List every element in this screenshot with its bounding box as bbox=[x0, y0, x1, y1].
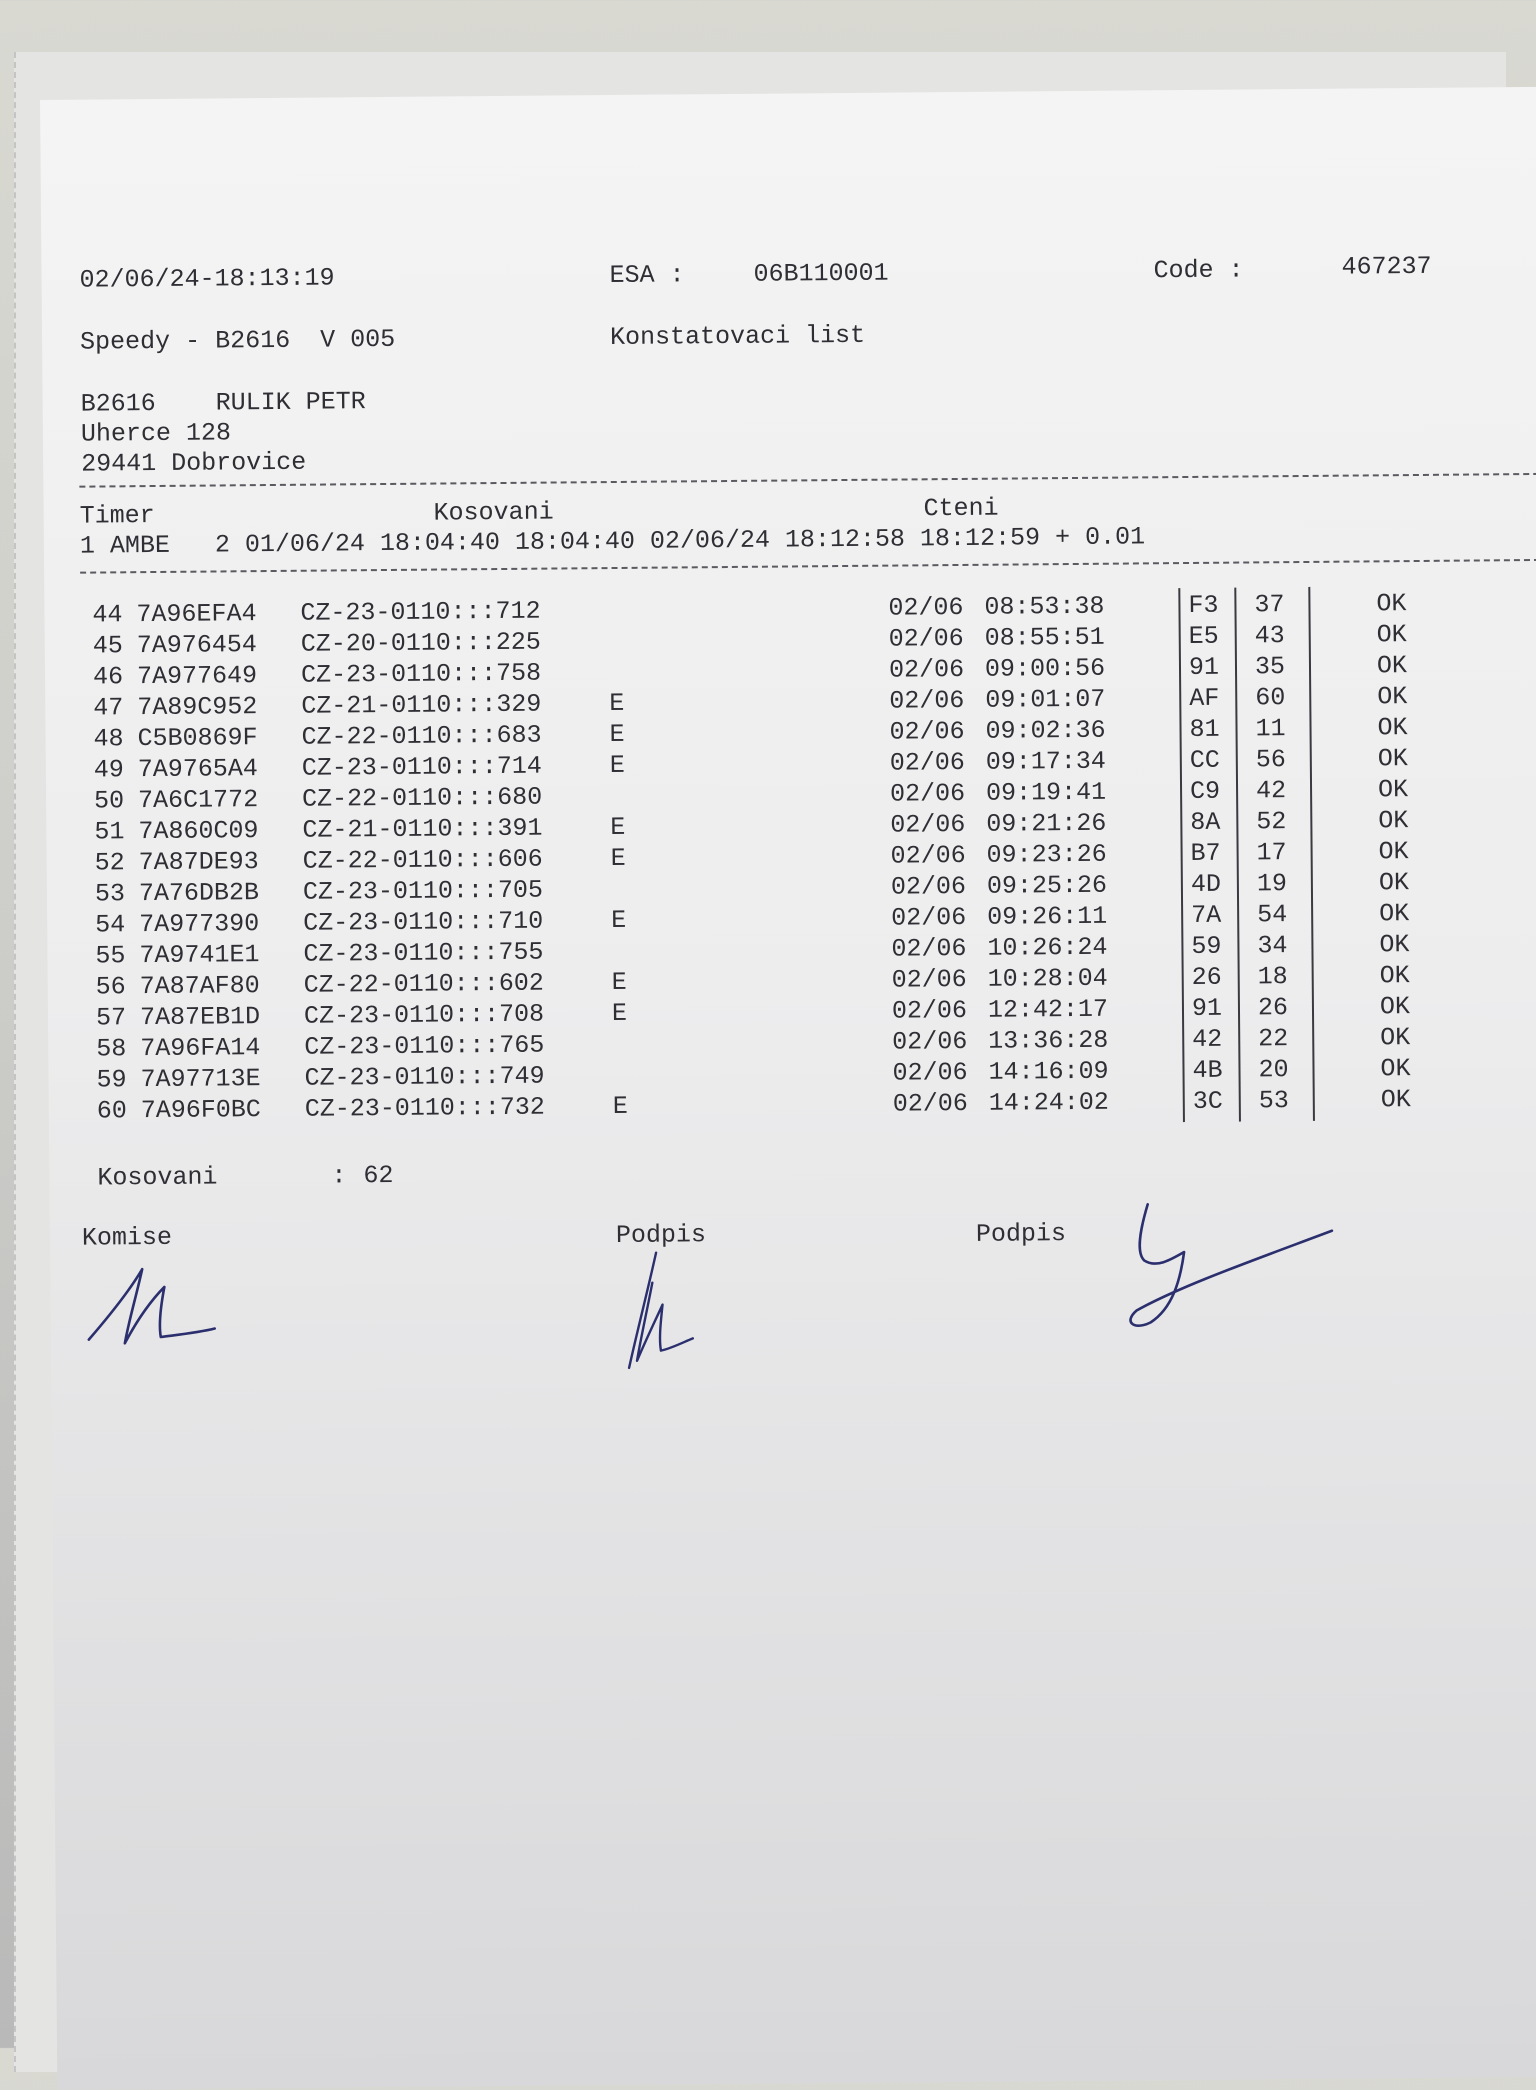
row-number: 47 bbox=[93, 693, 124, 723]
row-value: 42 bbox=[1255, 776, 1287, 806]
row-chip-id: 7A97713E bbox=[140, 1064, 261, 1095]
row-ring-number: CZ-22-0110:::602 bbox=[303, 968, 544, 1000]
row-value: 52 bbox=[1256, 807, 1287, 837]
row-value: 19 bbox=[1256, 869, 1288, 899]
row-hex: 81 bbox=[1189, 714, 1220, 744]
dashed-separator-bottom bbox=[80, 559, 1536, 574]
row-status: OK bbox=[1376, 589, 1407, 619]
row-hex: F3 bbox=[1188, 590, 1219, 620]
row-time: 14:16:09 bbox=[988, 1056, 1109, 1087]
row-hex: CC bbox=[1189, 745, 1220, 775]
row-number: 49 bbox=[93, 755, 124, 785]
row-value: 26 bbox=[1257, 993, 1289, 1023]
row-flag: E bbox=[612, 1091, 628, 1122]
row-time: 09:00:56 bbox=[984, 653, 1106, 684]
row-date: 02/06 bbox=[891, 964, 967, 995]
row-time: 10:28:04 bbox=[987, 963, 1108, 994]
row-number: 53 bbox=[94, 879, 126, 909]
row-hex: 4D bbox=[1190, 869, 1222, 899]
row-chip-id: 7A87EB1D bbox=[139, 1002, 261, 1033]
row-ring-number: CZ-23-0110:::758 bbox=[300, 658, 542, 690]
owner-name-line: B2616 RULIK PETR bbox=[80, 387, 366, 419]
row-status: OK bbox=[1378, 806, 1409, 836]
podpis-label-2: Podpis bbox=[975, 1219, 1067, 1249]
row-number: 60 bbox=[96, 1096, 127, 1126]
komise-signature bbox=[80, 1258, 231, 1359]
row-status: OK bbox=[1380, 1085, 1411, 1115]
row-ring-number: CZ-23-0110:::755 bbox=[303, 937, 544, 969]
row-flag: E bbox=[609, 719, 625, 750]
row-time: 08:53:38 bbox=[984, 591, 1105, 622]
row-ring-number: CZ-21-0110:::391 bbox=[302, 813, 543, 845]
row-date: 02/06 bbox=[889, 747, 965, 778]
row-chip-id: 7A977649 bbox=[136, 661, 258, 692]
row-number: 55 bbox=[95, 941, 126, 971]
row-number: 51 bbox=[94, 817, 125, 847]
row-time: 09:26:11 bbox=[987, 901, 1108, 932]
row-hex: 8A bbox=[1190, 807, 1221, 837]
row-hex: 91 bbox=[1191, 993, 1223, 1023]
row-ring-number: CZ-22-0110:::606 bbox=[302, 844, 543, 876]
row-time: 09:02:36 bbox=[985, 715, 1106, 746]
row-status: OK bbox=[1380, 1023, 1411, 1053]
row-hex: 91 bbox=[1188, 652, 1220, 682]
row-chip-id: 7A6C1772 bbox=[137, 785, 259, 816]
row-number: 50 bbox=[93, 786, 125, 816]
row-hex: AF bbox=[1189, 683, 1220, 713]
row-time: 13:36:28 bbox=[988, 1025, 1109, 1056]
row-chip-id: 7A89C952 bbox=[137, 692, 258, 723]
row-status: OK bbox=[1377, 682, 1408, 712]
row-status: OK bbox=[1377, 775, 1409, 805]
row-date: 02/06 bbox=[892, 1026, 968, 1057]
row-number: 46 bbox=[92, 662, 124, 692]
row-chip-id: 7A87AF80 bbox=[139, 971, 260, 1002]
row-status: OK bbox=[1379, 992, 1411, 1022]
row-hex: 4B bbox=[1192, 1055, 1223, 1085]
podpis-label-1: Podpis bbox=[615, 1220, 707, 1251]
row-ring-number: CZ-22-0110:::680 bbox=[301, 782, 543, 814]
row-ring-number: CZ-23-0110:::705 bbox=[302, 875, 544, 907]
row-hex: E5 bbox=[1188, 621, 1219, 651]
row-date: 02/06 bbox=[889, 716, 965, 747]
row-date: 02/06 bbox=[888, 623, 964, 654]
row-number: 48 bbox=[93, 724, 124, 754]
row-status: OK bbox=[1379, 961, 1410, 991]
row-value: 18 bbox=[1257, 962, 1288, 992]
row-number: 44 bbox=[92, 600, 123, 630]
row-time: 09:23:26 bbox=[986, 839, 1107, 870]
row-chip-id: 7A96F0BC bbox=[140, 1095, 261, 1126]
row-status: OK bbox=[1376, 620, 1407, 650]
row-date: 02/06 bbox=[889, 778, 966, 809]
row-chip-id: 7A976454 bbox=[136, 630, 257, 661]
device-info: Speedy - B2616 V 005 bbox=[79, 324, 396, 357]
summary-label: Kosovani bbox=[97, 1162, 218, 1193]
timer-line: 1 AMBE 2 01/06/24 18:04:40 18:04:40 02/06/24 18:12:58 18:12:59 + 0.01 bbox=[79, 522, 1146, 561]
row-date: 02/06 bbox=[892, 1057, 968, 1088]
row-time: 09:17:34 bbox=[985, 746, 1106, 777]
row-date: 02/06 bbox=[891, 995, 968, 1026]
row-number: 59 bbox=[96, 1065, 127, 1095]
row-date: 02/06 bbox=[889, 685, 965, 716]
row-value: 54 bbox=[1257, 900, 1288, 930]
row-hex: 59 bbox=[1191, 931, 1222, 961]
row-value: 20 bbox=[1258, 1055, 1289, 1085]
row-flag: E bbox=[609, 750, 625, 781]
row-ring-number: CZ-23-0110:::708 bbox=[303, 999, 545, 1031]
row-date: 02/06 bbox=[891, 902, 967, 933]
owner-city-line: 29441 Dobrovice bbox=[81, 447, 307, 479]
row-chip-id: 7A9765A4 bbox=[137, 754, 259, 785]
row-value: 56 bbox=[1255, 745, 1286, 775]
row-chip-id: 7A860C09 bbox=[138, 816, 259, 847]
row-date: 02/06 bbox=[890, 871, 967, 902]
komise-label: Komise bbox=[81, 1222, 173, 1253]
kosovani-column-label: Kosovani bbox=[433, 497, 554, 528]
row-value: 53 bbox=[1258, 1086, 1289, 1116]
row-value: 11 bbox=[1255, 714, 1286, 744]
row-ring-number: CZ-22-0110:::683 bbox=[301, 720, 542, 752]
row-time: 14:24:02 bbox=[988, 1087, 1109, 1118]
row-date: 02/06 bbox=[888, 592, 964, 623]
podpis-signature-1 bbox=[606, 1242, 727, 1383]
summary-value: 62 bbox=[363, 1160, 394, 1191]
row-time: 08:55:51 bbox=[984, 622, 1105, 653]
print-datetime: 02/06/24-18:13:19 bbox=[79, 263, 335, 295]
esa-value: 06B110001 bbox=[753, 258, 889, 289]
timer-label: Timer bbox=[79, 501, 155, 531]
owner-street-line: Uherce 128 bbox=[80, 418, 232, 449]
podpis-signature-2 bbox=[1100, 1189, 1341, 1341]
row-number: 52 bbox=[94, 848, 125, 878]
row-chip-id: 7A87DE93 bbox=[138, 847, 259, 878]
row-hex: C9 bbox=[1189, 776, 1221, 806]
code-label: Code : bbox=[1153, 255, 1244, 286]
row-value: 34 bbox=[1257, 931, 1288, 961]
row-hex: B7 bbox=[1190, 838, 1221, 868]
row-value: 37 bbox=[1254, 590, 1285, 620]
row-chip-id: 7A9741E1 bbox=[139, 940, 260, 971]
row-ring-number: CZ-23-0110:::710 bbox=[303, 906, 544, 938]
row-time: 09:21:26 bbox=[986, 808, 1107, 839]
code-value: 467237 bbox=[1341, 251, 1432, 282]
row-hex: 3C bbox=[1192, 1086, 1223, 1116]
row-date: 02/06 bbox=[890, 840, 966, 871]
row-ring-number: CZ-23-0110:::765 bbox=[304, 1030, 545, 1062]
row-flag: E bbox=[609, 688, 625, 719]
row-time: 09:01:07 bbox=[985, 684, 1106, 715]
row-hex: 26 bbox=[1191, 962, 1222, 992]
summary-separator: : bbox=[331, 1161, 347, 1191]
row-ring-number: CZ-23-0110:::714 bbox=[301, 751, 543, 783]
row-chip-id: 7A96FA14 bbox=[140, 1033, 261, 1064]
row-date: 02/06 bbox=[891, 933, 967, 964]
row-status: OK bbox=[1377, 713, 1408, 743]
row-ring-number: CZ-23-0110:::749 bbox=[304, 1061, 545, 1093]
row-date: 02/06 bbox=[892, 1088, 968, 1119]
row-value: 17 bbox=[1256, 838, 1287, 868]
row-flag: E bbox=[611, 905, 627, 936]
row-flag: E bbox=[611, 967, 627, 998]
esa-label: ESA : bbox=[609, 260, 685, 291]
row-time: 12:42:17 bbox=[987, 994, 1109, 1025]
row-number: 58 bbox=[96, 1034, 127, 1064]
row-status: OK bbox=[1377, 744, 1408, 774]
row-time: 09:25:26 bbox=[986, 870, 1108, 901]
row-status: OK bbox=[1379, 930, 1410, 960]
row-ring-number: CZ-21-0110:::329 bbox=[301, 689, 542, 721]
row-ring-number: CZ-23-0110:::732 bbox=[304, 1092, 545, 1124]
row-chip-id: C5B0869F bbox=[137, 723, 258, 754]
row-flag: E bbox=[611, 998, 628, 1029]
row-number: 54 bbox=[95, 910, 126, 940]
row-status: OK bbox=[1380, 1054, 1411, 1084]
row-ring-number: CZ-23-0110:::712 bbox=[300, 596, 541, 628]
row-status: OK bbox=[1378, 868, 1410, 898]
row-time: 10:26:24 bbox=[987, 932, 1108, 963]
row-time: 09:19:41 bbox=[985, 777, 1107, 808]
row-hex: 42 bbox=[1192, 1024, 1223, 1054]
row-number: 56 bbox=[95, 972, 126, 1002]
row-date: 02/06 bbox=[890, 809, 966, 840]
document-sheet bbox=[40, 87, 1536, 2090]
row-ring-number: CZ-20-0110:::225 bbox=[300, 627, 541, 659]
row-flag: E bbox=[610, 812, 626, 843]
row-flag: E bbox=[610, 843, 626, 874]
row-value: 60 bbox=[1255, 683, 1286, 713]
cteni-column-label: Cteni bbox=[923, 493, 999, 524]
row-chip-id: 7A977390 bbox=[139, 909, 260, 940]
row-status: OK bbox=[1379, 899, 1410, 929]
row-date: 02/06 bbox=[888, 654, 965, 685]
document-title: Konstatovaci list bbox=[609, 320, 866, 353]
row-number: 45 bbox=[92, 631, 123, 661]
row-chip-id: 7A76DB2B bbox=[138, 878, 260, 909]
row-status: OK bbox=[1376, 651, 1408, 681]
row-status: OK bbox=[1378, 837, 1409, 867]
row-hex: 7A bbox=[1191, 900, 1222, 930]
row-value: 43 bbox=[1254, 621, 1285, 651]
row-value: 35 bbox=[1254, 652, 1286, 682]
row-number: 57 bbox=[95, 1003, 127, 1033]
row-value: 22 bbox=[1258, 1024, 1289, 1054]
row-chip-id: 7A96EFA4 bbox=[136, 599, 257, 630]
